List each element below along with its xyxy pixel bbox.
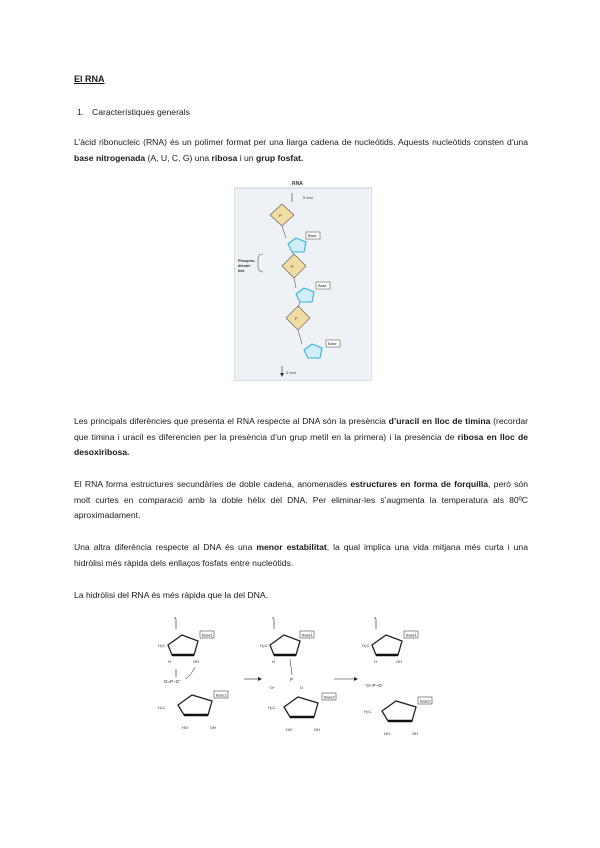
paragraph-hydrolysis: La hidròlisi del RNA és més ràpida que la del DNA. <box>74 590 268 600</box>
paragraph-stability: Una altra diferència respecte al DNA és una menor estabilitat, la qual implica una vida mitjana més curta i una hidròlisi més ràpida dels enllaços fosfats entre nucleòtids. <box>74 542 528 568</box>
svg-text:P: P <box>279 213 282 218</box>
svg-text:OH: OH <box>412 731 418 736</box>
svg-text:H₂C: H₂C <box>158 643 166 648</box>
svg-text:5: 5 <box>174 617 177 620</box>
svg-text:P: P <box>291 264 294 269</box>
svg-text:Base: Base <box>318 284 327 288</box>
svg-text:Base2: Base2 <box>216 693 227 698</box>
document-title: El RNA <box>74 74 105 84</box>
svg-text:HO: HO <box>286 727 292 732</box>
svg-text:5: 5 <box>272 617 275 620</box>
section-number: 1. <box>77 107 85 117</box>
svg-text:OH: OH <box>396 659 402 664</box>
step2-molecule <box>260 617 336 732</box>
hydrolysis-figure <box>150 617 450 743</box>
svg-text:Base: Base <box>308 234 317 238</box>
svg-text:5: 5 <box>374 617 377 620</box>
svg-text:H: H <box>272 659 275 664</box>
svg-text:H: H <box>168 659 171 664</box>
svg-text:OH: OH <box>314 727 320 732</box>
svg-text:O: O <box>300 685 304 690</box>
svg-text:Phospho-: Phospho- <box>238 259 256 263</box>
svg-text:OH: OH <box>210 725 216 730</box>
svg-text:⁻O−: ⁻O− <box>268 685 276 690</box>
five-prime-label: 5’ end <box>303 196 313 200</box>
svg-text:H₂C: H₂C <box>260 643 268 648</box>
rna-figure-label: RNA <box>292 181 303 187</box>
svg-text:HO: HO <box>182 725 188 730</box>
svg-text:Base1: Base1 <box>202 633 213 638</box>
three-prime-label: 3’ end <box>286 371 296 375</box>
svg-text:H₂C: H₂C <box>268 705 276 710</box>
rna-strand-figure <box>234 180 372 381</box>
paragraph-secondary-structure: El RNA forma estructures secundàries de doble cadena, anomenades estructures en forma de forquilla, però són molt curtes en comparació amb la doble hèlix del DNA. Per eliminar-les s’augmenta la temperatura als 80ºC aproximadament. <box>74 479 528 520</box>
section-title: Característiques generals <box>92 107 190 117</box>
step3-molecule <box>362 617 432 736</box>
svg-text:⁻O−P−O⁻: ⁻O−P−O⁻ <box>364 683 385 688</box>
paragraph-differences: Les principals diferències que presenta el RNA respecte al DNA són la presència d’uracil en lloc de timina (recordar que timina i uracil es diferencien per la presència d’un grup metil en la primera) i la presència de ribosa en lloc de desoxiribosa. <box>74 416 528 457</box>
svg-text:P: P <box>295 316 298 321</box>
svg-text:H₂C: H₂C <box>158 705 166 710</box>
svg-text:HO: HO <box>384 731 390 736</box>
step1-molecule <box>158 617 228 730</box>
svg-text:Base1: Base1 <box>302 633 313 638</box>
svg-text:Base2: Base2 <box>324 695 335 700</box>
svg-text:link: link <box>238 269 245 273</box>
svg-text:Base1: Base1 <box>406 633 417 638</box>
section-heading <box>77 107 190 117</box>
svg-text:OH: OH <box>193 659 199 664</box>
svg-text:H₂C: H₂C <box>362 643 370 648</box>
svg-text:Base2: Base2 <box>420 699 431 704</box>
svg-text:P: P <box>290 677 294 682</box>
figure-background <box>234 188 372 381</box>
svg-text:H₂C: H₂C <box>364 709 372 714</box>
svg-text:H: H <box>374 659 377 664</box>
svg-text:diester: diester <box>238 264 251 268</box>
svg-text:Base: Base <box>328 342 337 346</box>
paragraph-composition: L’àcid ribonucleic (RNA) és un polímer format per una llarga cadena de nucleòtids. Aquests nucleòtids consten d’una base nitrogenada (A, U, C, G) una ribosa i un grup fosfat. <box>74 137 528 163</box>
svg-text:O=P−O⁻: O=P−O⁻ <box>164 679 182 684</box>
